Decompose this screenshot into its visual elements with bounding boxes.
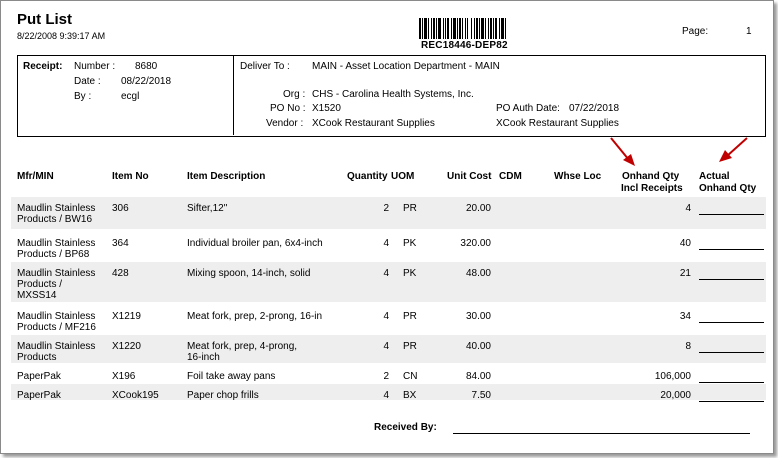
onhand-qty: 4: [685, 203, 691, 214]
po-no-label: PO No :: [270, 103, 306, 114]
onhand-qty: 40: [679, 238, 691, 249]
mfr-text: Products: [17, 352, 57, 363]
vendor-value-secondary: XCook Restaurant Supplies: [496, 118, 619, 129]
uom: BX: [403, 390, 417, 401]
uom: PK: [403, 238, 417, 249]
col-header-whse-loc: Whse Loc: [554, 171, 602, 182]
deliver-to-value: MAIN - Asset Location Department - MAIN: [312, 61, 500, 72]
date-value: 08/22/2018: [121, 76, 172, 87]
onhand-qty: 106,000: [654, 371, 691, 382]
item-description: 16-inch: [187, 352, 220, 363]
col-header-onhand-1: Onhand Qty: [622, 171, 680, 182]
uom: PR: [403, 341, 417, 352]
actual-qty-entry-line: [699, 352, 764, 353]
item-no: X1219: [112, 311, 141, 322]
mfr-text: Products /: [17, 279, 63, 290]
unit-cost: 320.00: [460, 238, 491, 249]
actual-qty-entry-line: [699, 322, 764, 323]
item-no: XCook195: [112, 390, 159, 401]
item-description: Individual broiler pan, 6x4-inch: [187, 238, 323, 249]
col-header-mfr: Mfr/MIN: [17, 171, 54, 182]
unit-cost: 84.00: [465, 371, 491, 382]
unit-cost: 30.00: [465, 311, 491, 322]
barcode-image: [419, 18, 531, 39]
po-auth-date-label: PO Auth Date:: [496, 103, 560, 114]
quantity: 4: [383, 390, 389, 401]
item-description: Foil take away pans: [187, 371, 276, 382]
po-auth-date-value: 07/22/2018: [569, 103, 620, 114]
received-by-label: Received By:: [374, 422, 437, 433]
onhand-qty: 8: [685, 341, 691, 352]
onhand-qty: 21: [679, 268, 691, 279]
quantity: 4: [383, 311, 389, 322]
item-description: Meat fork, prep, 4-prong,: [187, 341, 298, 352]
printed-timestamp: 8/22/2008 9:39:17 AM: [17, 31, 106, 41]
col-header-item-no: Item No: [112, 171, 149, 182]
unit-cost: 40.00: [465, 341, 491, 352]
uom: PR: [403, 311, 417, 322]
onhand-qty: 34: [679, 311, 691, 322]
onhand-qty: 20,000: [660, 390, 691, 401]
col-header-quantity: Quantity: [347, 171, 388, 182]
col-header-cdm: CDM: [499, 171, 522, 182]
number-label: Number :: [74, 61, 116, 72]
by-label: By :: [74, 91, 92, 102]
quantity: 4: [383, 268, 389, 279]
item-description: Sifter,12": [187, 203, 228, 214]
col-header-actual-1: Actual: [699, 171, 730, 182]
mfr-text: Maudlin Stainless: [17, 238, 96, 249]
unit-cost: 7.50: [471, 390, 491, 401]
quantity: 2: [383, 203, 389, 214]
item-description: Mixing spoon, 14-inch, solid: [187, 268, 311, 279]
header-divider: [233, 55, 234, 135]
by-value: ecgl: [121, 91, 140, 102]
received-by-signature-line: [453, 433, 750, 434]
mfr-text: Products / BW16: [17, 214, 93, 225]
mfr-text: Maudlin Stainless: [17, 268, 96, 279]
page-number: 1: [746, 26, 752, 37]
uom: PK: [403, 268, 417, 279]
uom: PR: [403, 203, 417, 214]
item-no: 364: [112, 238, 129, 249]
quantity: 4: [383, 238, 389, 249]
item-no: X1220: [112, 341, 141, 352]
mfr-text: Maudlin Stainless: [17, 311, 96, 322]
barcode-gap: [506, 18, 507, 39]
actual-qty-entry-line: [699, 401, 764, 402]
col-header-uom: UOM: [391, 171, 415, 182]
actual-qty-entry-line: [699, 279, 764, 280]
mfr-text: PaperPak: [17, 390, 61, 401]
page-label: Page:: [682, 26, 709, 37]
item-no: X196: [112, 371, 136, 382]
unit-cost: 20.00: [465, 203, 491, 214]
col-header-description: Item Description: [187, 171, 266, 182]
receipt-label: Receipt:: [23, 61, 63, 72]
actual-qty-entry-line: [699, 382, 764, 383]
barcode-text: REC18446-DEP82: [421, 40, 508, 51]
quantity: 4: [383, 341, 389, 352]
mfr-text: Products / BP68: [17, 249, 90, 260]
item-description: Meat fork, prep, 2-prong, 16-in: [187, 311, 323, 322]
number-value: 8680: [135, 61, 158, 72]
unit-cost: 48.00: [465, 268, 491, 279]
po-no-value: X1520: [312, 103, 341, 114]
item-description: Paper chop frills: [187, 390, 259, 401]
uom: CN: [403, 371, 418, 382]
mfr-text: MXSS14: [17, 290, 57, 301]
report-title: Put List: [17, 11, 72, 28]
onhand-arrow-icon: [601, 134, 751, 170]
actual-qty-entry-line: [699, 214, 764, 215]
mfr-text: PaperPak: [17, 371, 61, 382]
mfr-text: Maudlin Stainless: [17, 203, 96, 214]
col-header-unit-cost: Unit Cost: [447, 171, 492, 182]
org-value: CHS - Carolina Health Systems, Inc.: [312, 89, 474, 100]
org-label: Org :: [283, 89, 306, 100]
mfr-text: Maudlin Stainless: [17, 341, 96, 352]
actual-qty-entry-line: [699, 249, 764, 250]
deliver-to-label: Deliver To :: [240, 61, 290, 72]
date-label: Date :: [74, 76, 101, 87]
col-header-onhand-2: Incl Receipts: [621, 183, 683, 194]
item-no: 306: [112, 203, 129, 214]
vendor-value: XCook Restaurant Supplies: [312, 118, 435, 129]
mfr-text: Products / MF216: [17, 322, 96, 333]
col-header-actual-2: Onhand Qty: [699, 183, 757, 194]
quantity: 2: [383, 371, 389, 382]
vendor-label: Vendor :: [266, 118, 304, 129]
item-no: 428: [112, 268, 129, 279]
